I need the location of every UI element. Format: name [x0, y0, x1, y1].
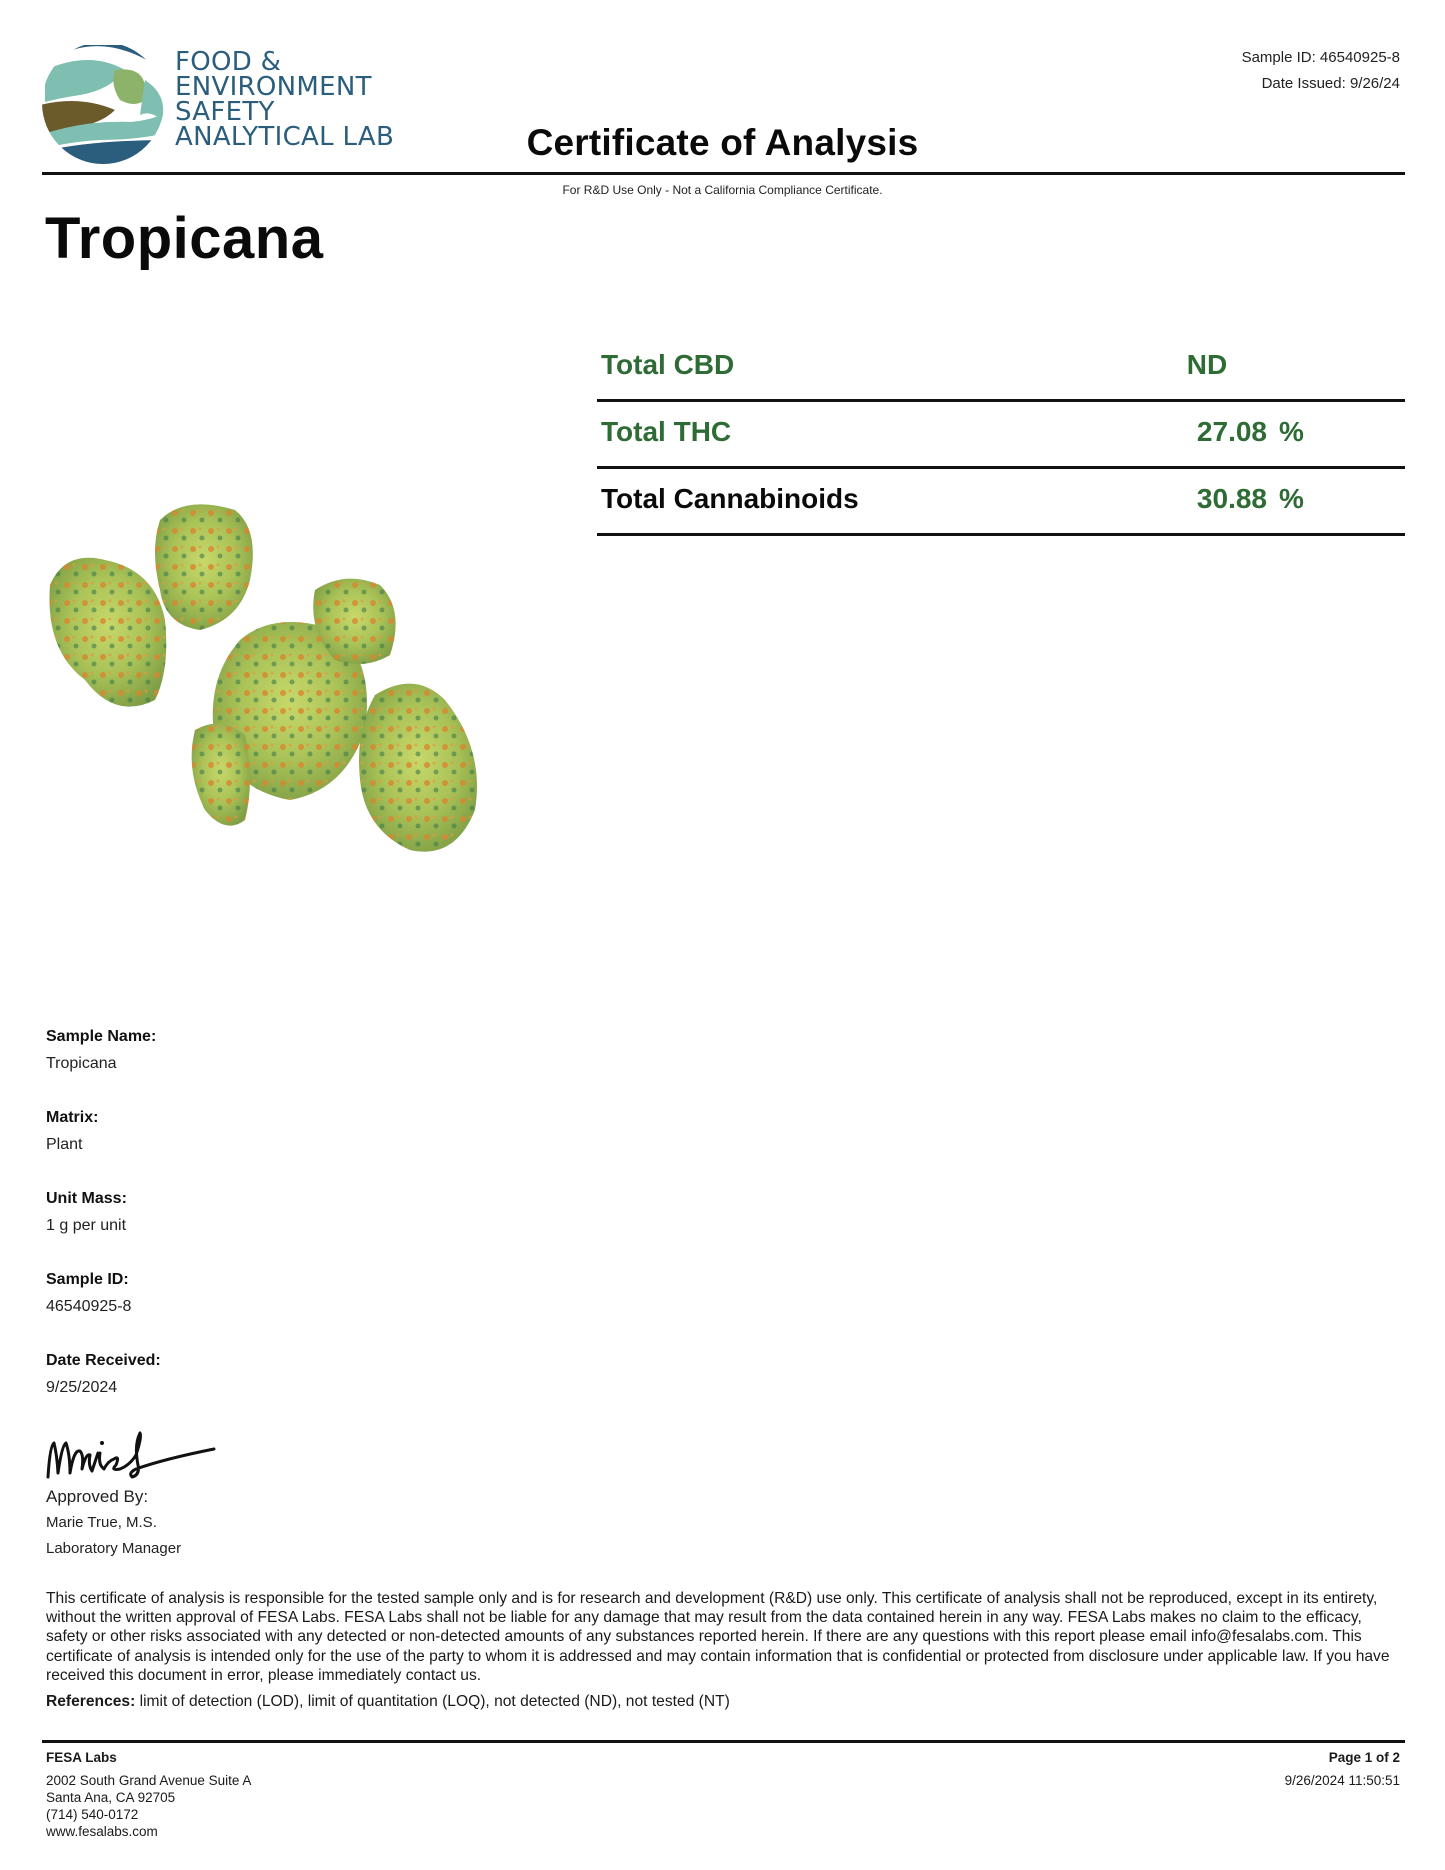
lab-name-line: ANALYTICAL LAB: [175, 122, 395, 152]
field-label: Unit Mass:: [46, 1190, 127, 1207]
field-label: Sample ID:: [46, 1271, 129, 1288]
result-value: 30.88: [1196, 483, 1267, 514]
field-sample-name: [46, 1023, 161, 1104]
field-value: 46540925-8: [46, 1298, 132, 1315]
result-label: Total THC: [601, 416, 732, 447]
sample-id-header: Sample ID: 46540925-8: [1241, 49, 1400, 66]
footer-address-line2: Santa Ana, CA 92705: [46, 1790, 176, 1805]
print-timestamp: 9/26/2024 11:50:51: [1284, 1773, 1400, 1788]
approved-by-label: Approved By:: [46, 1487, 149, 1506]
field-value: 1 g per unit: [46, 1217, 127, 1234]
result-unit: %: [1279, 483, 1304, 514]
footer-phone: (714) 540-0172: [46, 1807, 139, 1822]
references: [46, 1693, 730, 1711]
result-label: Total CBD: [601, 349, 735, 380]
field-label: Matrix:: [46, 1109, 99, 1126]
sample-info: [46, 1023, 161, 1428]
header-meta: [1242, 45, 1400, 97]
field-matrix: [46, 1104, 161, 1185]
field-value: Plant: [46, 1136, 83, 1153]
footer-page-info: [1285, 1749, 1400, 1789]
result-value: 27.08: [1196, 416, 1267, 447]
approver-title: Laboratory Manager: [46, 1540, 182, 1557]
approver-name: Marie True, M.S.: [46, 1514, 157, 1531]
references-text: limit of detection (LOD), limit of quantitation (LOQ), not detected (ND), not tested (NT): [135, 1693, 730, 1710]
field-label: Date Received:: [46, 1352, 161, 1369]
footer-address-line1: 2002 South Grand Avenue Suite A: [46, 1773, 252, 1788]
lab-name-line: FOOD &: [175, 47, 282, 77]
result-unit: %: [1279, 416, 1304, 447]
signature-icon: [44, 1425, 219, 1485]
document-title: Certificate of Analysis: [526, 122, 919, 163]
result-row-total-cbd: [597, 335, 1405, 402]
field-unit-mass: [46, 1185, 161, 1266]
footer-divider: [42, 1740, 1405, 1743]
field-date-received: [46, 1347, 161, 1428]
sample-photo: [45, 490, 495, 870]
field-label: Sample Name:: [46, 1028, 157, 1045]
field-sample-id: [46, 1266, 161, 1347]
signature: [44, 1425, 219, 1485]
date-issued: Date Issued: 9/26/24: [1261, 75, 1400, 92]
disclaimer-text: This certificate of analysis is responsible for the tested sample only and is for research and development (R&D) use only. This certificate of analysis shall not be reproduced, except in its entirety, without the written approval of FESA Labs. FESA Labs shall not be liable for any damage that may result from the data contained herein in any way. FESA Labs makes no claim to the efficacy, safety or other risks associated with any detected or non-detected amounts of any substances reported herein. If there are any questions with this report please email info@fesalabs.com. This certificate of analysis is intended only for the use of the party to whom it is addressed and may contain information that is confidential or protected from disclosure under applicable law. If you have received this document in error, please immediately contact us.: [46, 1590, 1390, 1684]
results-summary: [597, 335, 1405, 536]
result-row-total-cannabinoids: [597, 469, 1405, 536]
cannabis-buds-image: [45, 490, 495, 870]
field-value: 9/25/2024: [46, 1379, 118, 1396]
header-divider: [42, 172, 1405, 175]
approval-block: [46, 1484, 181, 1562]
strain-name: Tropicana: [45, 206, 324, 271]
footer-org: FESA Labs: [46, 1750, 117, 1765]
result-label: Total Cannabinoids: [601, 483, 859, 514]
footer-website[interactable]: www.fesalabs.com: [46, 1824, 158, 1839]
result-row-total-thc: [597, 402, 1405, 469]
lab-name-line: ENVIRONMENT: [175, 72, 372, 102]
document-subtitle: For R&D Use Only - Not a California Compliance Certificate.: [562, 183, 883, 197]
result-value: ND: [1186, 349, 1228, 380]
field-value: Tropicana: [46, 1055, 117, 1072]
page-number: Page 1 of 2: [1328, 1750, 1400, 1765]
lab-name-line: SAFETY: [175, 97, 275, 127]
references-label: References:: [46, 1693, 136, 1710]
footer-address: [46, 1749, 251, 1840]
